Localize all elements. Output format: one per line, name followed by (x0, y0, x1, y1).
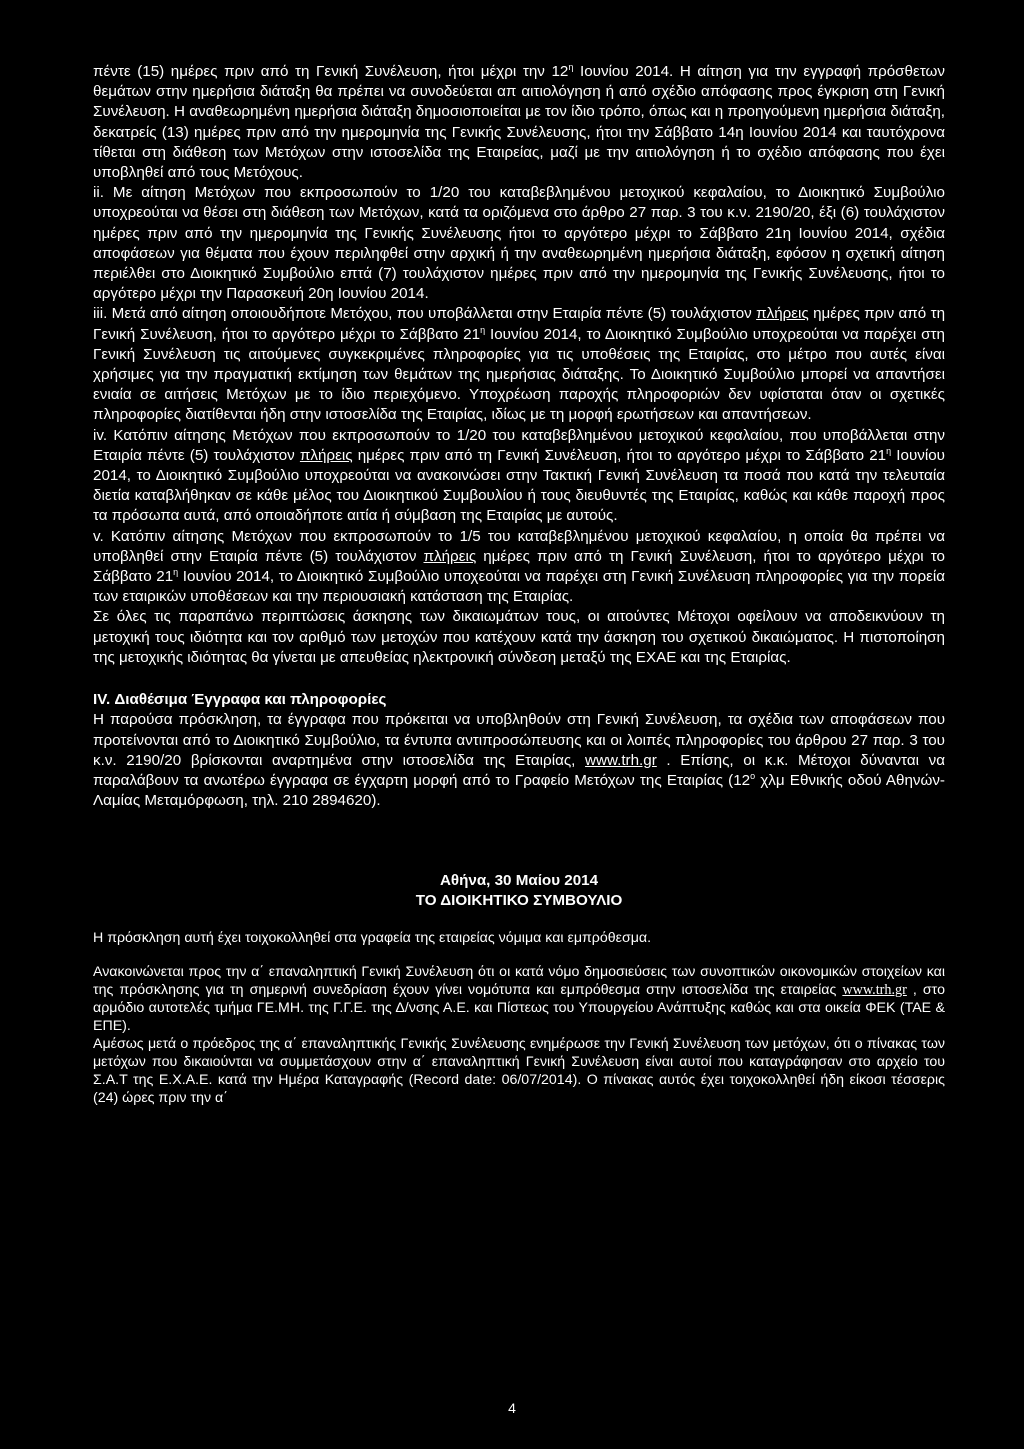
document-page (93, 62, 945, 1107)
note-announcement: Ανακοινώνεται προς την α΄ επαναληπτική Γενική Συνέλευση ότι οι κατά νόμο δημοσιεύσεις των συνοπτικών οικονομικών στοιχείων και της πρόσκλησης για τη σημερινή συνεδρίαση έχουν γίνει νομότυπα και εμπρόθεσμα στην ιστοσελίδα της εταιρείας www.trh.gr , στο αρμόδιο αυτοτελές τμήμα ΓΕ.ΜΗ. της Γ.Γ.Ε. της Δ/νσης Α.Ε. και Πίστεως του Υπουργείου Ανάπτυξης καθώς και στα οικεία ΦΕΚ (ΤΑΕ & ΕΠΕ). (93, 964, 945, 1035)
signature-board: ΤΟ ΔΙΟΙΚΗΤΙΚΟ ΣΥΜΒΟΥΛΙΟ (415, 892, 623, 910)
spacer (93, 811, 945, 871)
website-link[interactable]: www.trh.gr (585, 751, 657, 769)
paragraph-v: v. Κατόπιν αίτησης Μετόχων που εκπροσωπούν το 1/5 του καταβεβλημένου μετοχικού κεφαλαίου, η οποία θα πρέπει να υποβληθεί στην Εταιρία πέντε (5) τουλάχιστον πλήρεις ημέρες πριν από τη Γενική Συνέλευση, ήτοι το αργότερο μέχρι το Σάββατο $21^\eta$ Ιουνίου 2014, το Διοικητικό Συμβούλιο υποχεούται να παρέχει στη Γενική Συνέλευση πληροφορίες για την πορεία των εταιρικών υποθέσεων και την περιουσιακή κατάσταση της Εταιρίας. (93, 527, 946, 606)
note-shareholders: Αμέσως μετά ο πρόεδρος της α΄ επαναληπτικής Γενικής Συνέλευσης ενημέρωσε την Γενική Συνέλευση των μετόχων, ότι ο πίνακας των μετόχων που δικαιούνται να συμμετάσχουν στην α΄ επαναληπτική Γενική Συνέλευση είναι αυτοί που καταγράφησαν στο αρχείο του Σ.Α.Τ της Ε.Χ.Α.Ε. κατά την Ημέρα Καταγραφής (Record date: 06/07/2014). Ο πίνακας αυτός έχει τοιχοκολληθεί ήδη είκοσι τέσσερις (24) ώρες πριν την α΄ (93, 1036, 945, 1107)
website-link-2[interactable]: www.trh.gr (842, 982, 907, 999)
paragraph-iv: iv. Κατόπιν αίτησης Μετόχων που εκπροσωπούν το 1/20 του καταβεβλημένου μετοχικού κεφαλαίου, που υποβάλλεται στην Εταιρία πέντε (5) τουλάχιστον πλήρεις ημέρες πριν από τη Γενική Συνέλευση, ήτοι το αργότερο μέχρι το Σάββατο $21^\eta$ Ιουνίου 2014, το Διοικητικό Συμβούλιο υποχρεούται να ανακοινώσει στην Τακτική Γενική Συνέλευση τα ποσά που κατά την τελευταία διετία καταβλήθηκαν σε κάθε μέλος του Διοικητικού Συμβουλίου ή τους διευθυντές της Εταιρίας, καθώς και κάθε παροχή προς τα πρόσωπα αυτά, από οποιαδήποτε αιτία ή σύμβαση της Εταιρίας με αυτούς. (93, 426, 945, 525)
section-heading: IV. Διαθέσιμα Έγγραφα και πληροφορίες (93, 691, 387, 709)
paragraph-ii: ii. Με αίτηση Μετόχων που εκπροσωπούν το 1/20 του καταβεβλημένου μετοχικού κεφαλαίου, το Διοικητικό Συμβούλιο υποχρεούται να θέσει στη διάθεση των Μετόχων, κατά τα οριζόμενα στο άρθρο 27 παρ. 3 του κ.ν. 2190/20, έξι (6) τουλάχιστον ημέρες πριν από την ημερομηνία της Γενικής Συνέλευσης ήτοι το αργότερο μέχρι το Σάββατο 21η Ιουνίου 2014, σχέδια αποφάσεων για θέματα που έχουν περιληφθεί στην αρχική ή την αναθεωρημένη ημερήσια διάταξη, εφόσον η σχετική αίτηση περιέλθει στο Διοικητικό Συμβούλιο επτά (7) τουλάχιστον ημέρες πριν από την ημερομηνία της Γενικής Συνέλευσης, ήτοι το αργότερο μέχρι την Παρασκευή 20η Ιουνίου 2014. (93, 184, 945, 303)
spacer (93, 911, 945, 929)
page-number: 4 (508, 1400, 516, 1416)
paragraph-documents: Η παρούσα πρόσκληση, τα έγγραφα που πρόκειται να υποβληθούν στη Γενική Συνέλευση, τα σχέδια των αποφάσεων που προτείνονται από το Διοικητικό Συμβούλιο, τα έντυπα αντιπροσώπευσης και οι λοιπές πληροφορίες του άρθρου 27 παρ. 3 του κ.ν. 2190/20 βρίσκονται αναρτημένα στην ιστοσελίδα της Εταιρίας, www.trh.gr . Επίσης, οι κ.κ. Μέτοχοι δύνανται να παραλάβουν τα ανωτέρω έγγραφα σε έγχαρτη μορφή από το Γραφείο Μετόχων της Εταιρίας ($12^o$ χλμ Εθνικής οδού Αθηνών-Λαμίας Μεταμόρφωση, τηλ. 210 2894620). (93, 711, 945, 810)
note-posted: Η πρόσκληση αυτή έχει τοιχοκολληθεί στα γραφεία της εταιρείας νόμιμα και εμπρόθεσμα. (93, 930, 652, 947)
paragraph-general: Σε όλες τις παραπάνω περιπτώσεις άσκησης των δικαιωμάτων τους, οι αιτούντες Μέτοχοι οφείλουν να αποδεικνύουν τη μετοχική τους ιδιότητα και τον αριθμό των μετοχών που κατέχουν κατά την άσκηση του σχετικού δικαιώματος. Η πιστοποίηση της μετοχικής ιδιότητας θα γίνεται με απευθείας ηλεκτρονική σύνδεση μεταξύ της ΕΧΑΕ και της Εταιρίας. (93, 608, 945, 666)
spacer (93, 947, 945, 963)
paragraph-deadline: πέντε (15) ημέρες πριν από τη Γενική Συνέλευση, ήτοι μέχρι την $12^\eta$ Ιουνίου 2014. Η αίτηση για την εγγραφή πρόσθετων θεμάτων στην ημερήσια διάταξη θα πρέπει να συνοδεύεται απ αιτιολόγηση ή από σχέδιο απόφασης προς έγκριση στη Γενική Συνέλευση. Η αναθεωρημένη ημερήσια διάταξη δημοσιοποιείται με τον ίδιο τρόπο, όπως και η προηγούμενη ημερήσια διάταξη, δεκατρείς (13) ημέρες πριν από την ημερομηνία της Γενικής Συνέλευσης, ήτοι την Σάββατο 14η Ιουνίου 2014 και ταυτόχρονα τίθεται στη διάθεση των Μετόχων στην ιστοσελίδα της Εταιρείας, μαζί με την αιτιολόγηση ή το σχέδιο απόφασης που έχει υποβληθεί από τους Μετόχους. (93, 61, 945, 182)
paragraph-iii: iii. Μετά από αίτηση οποιουδήποτε Μετόχου, που υποβάλλεται στην Εταιρία πέντε (5) τουλάχιστον πλήρεις ημέρες πριν από τη Γενική Συνέλευση, ήτοι το αργότερο μέχρι το Σάββατο $21^\eta$ Ιουνίου 2014, το Διοικητικό Συμβούλιο υποχρεούται να παρέχει στη Γενική Συνέλευση τις αιτούμενες συγκεκριμένες πληροφορίες για τις υποθέσεις της Εταιρίας, στο μέτρο που αυτές είναι χρήσιμες για την πραγματική εκτίμηση των θεμάτων της ημερήσιας διάταξης. Το Διοικητικό Συμβούλιο μπορεί να απαντήσει ενιαία σε αιτήσεις Μετόχων με το ίδιο περιεχόμενο. Υποχρέωση παροχής πληροφοριών δεν υφίσταται όταν οι σχετικές πληροφορίες διατίθενται ήδη στην ιστοσελίδα της Εταιρίας, ιδίως με τη μορφή ερωτήσεων και απαντήσεων. (93, 305, 946, 424)
signature-date: Αθήνα, 30 Μαίου 2014 (439, 872, 599, 890)
spacer (93, 668, 945, 690)
